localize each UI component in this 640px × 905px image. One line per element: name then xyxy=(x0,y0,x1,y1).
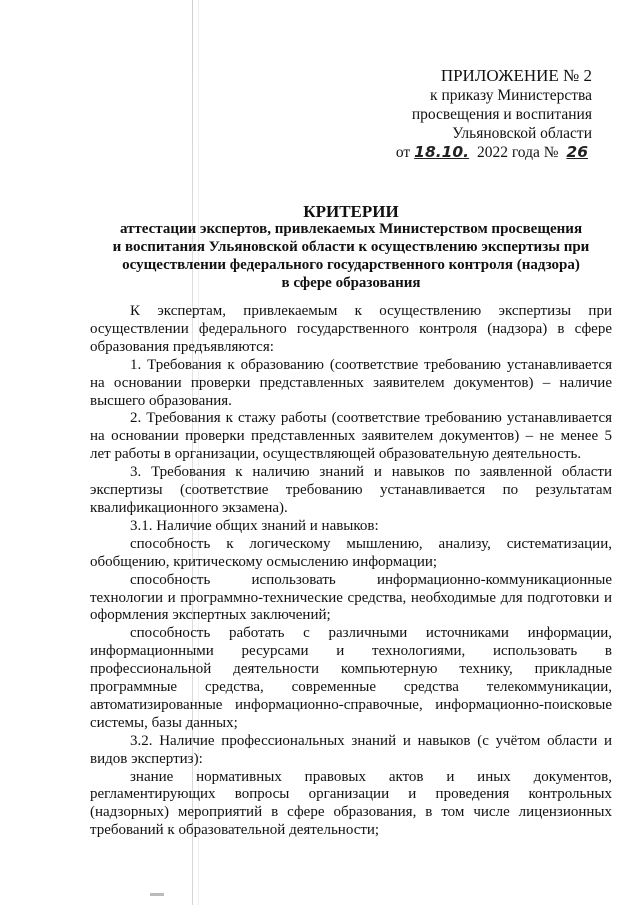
appendix-line-1: к приказу Министерства xyxy=(430,87,592,104)
scan-mark xyxy=(150,893,164,896)
paragraph-ict: способность использовать информационно-коммуникационные технологии и программно-технические средства, необходимые для подготовки и оформления экспертных заключений; xyxy=(90,571,612,624)
criteria-subtitle-line-1: аттестации экспертов, привлекаемых Министерством просвещения xyxy=(119,221,583,237)
appendix-line-2: просвещения и воспитания xyxy=(411,106,592,123)
paragraph-intro: К экспертам, привлекаемым к осуществлению экспертизы при осуществлении федерального государственного контроля (надзора) в сфере образования предъявляются: xyxy=(90,303,612,355)
document-body xyxy=(90,303,612,840)
criteria-subtitle-line-4: в сфере образования xyxy=(281,275,421,291)
order-date-line xyxy=(362,143,592,162)
paragraph-regulations: знание нормативных правовых актов и иных документов, регламентирующих вопросы организации и проведения контрольных (надзорных) мероприятий в сфере образования, в том числе лицензионных требований к образовательной деятельности; xyxy=(90,768,612,839)
criteria-subtitle-line-3: осуществлении федерального государственного контроля (надзора) xyxy=(122,257,580,273)
handwritten-order-number: 26 xyxy=(566,143,588,161)
paragraph-logic: способность к логическому мышлению, анализу, систематизации, обобщению, критическому осмыслению информации; xyxy=(90,535,612,570)
handwritten-date: 18.10. xyxy=(414,143,470,161)
date-middle: 2022 года № xyxy=(473,144,563,161)
criteria-subtitle-line-2: и воспитания Ульяновской области к осуществлению экспертизы при xyxy=(112,239,590,255)
paragraph-knowledge: 3. Требования к наличию знаний и навыков по заявленной области экспертизы (соответствие требованию устанавливается по результатам квалификационного экзамена). xyxy=(90,464,612,516)
paragraph-experience: 2. Требования к стажу работы (соответствие требованию устанавливается на основании проверки представленных заявителем документов) – не менее 5 лет работы в организации, осуществляющей образовательную деятельность. xyxy=(90,410,612,463)
date-prefix: от xyxy=(395,144,411,161)
paragraph-professional-skills: 3.2. Наличие профессиональных знаний и навыков (с учётом области и видов экспертиз): xyxy=(90,732,612,767)
paragraph-sources: способность работать с различными источниками информации, информационными ресурсами и технологиями, использовать в профессиональной деятельности компьютерную технику, прикладные программные средства, современные средства телекоммуникации, автоматизированные информационно-справочные, информационно-поисковые системы, базы данных; xyxy=(90,625,612,731)
appendix-line-3: Ульяновской области xyxy=(452,125,592,142)
appendix-title: ПРИЛОЖЕНИЕ № 2 xyxy=(440,66,592,85)
paragraph-general-skills: 3.1. Наличие общих знаний и навыков: xyxy=(130,517,379,534)
appendix-header xyxy=(362,66,592,162)
criteria-title: КРИТЕРИИ xyxy=(303,202,399,221)
paragraph-education: 1. Требования к образованию (соответствие требованию устанавливается на основании проверки представленных заявителем документов) – наличие высшего образования. xyxy=(90,356,612,409)
